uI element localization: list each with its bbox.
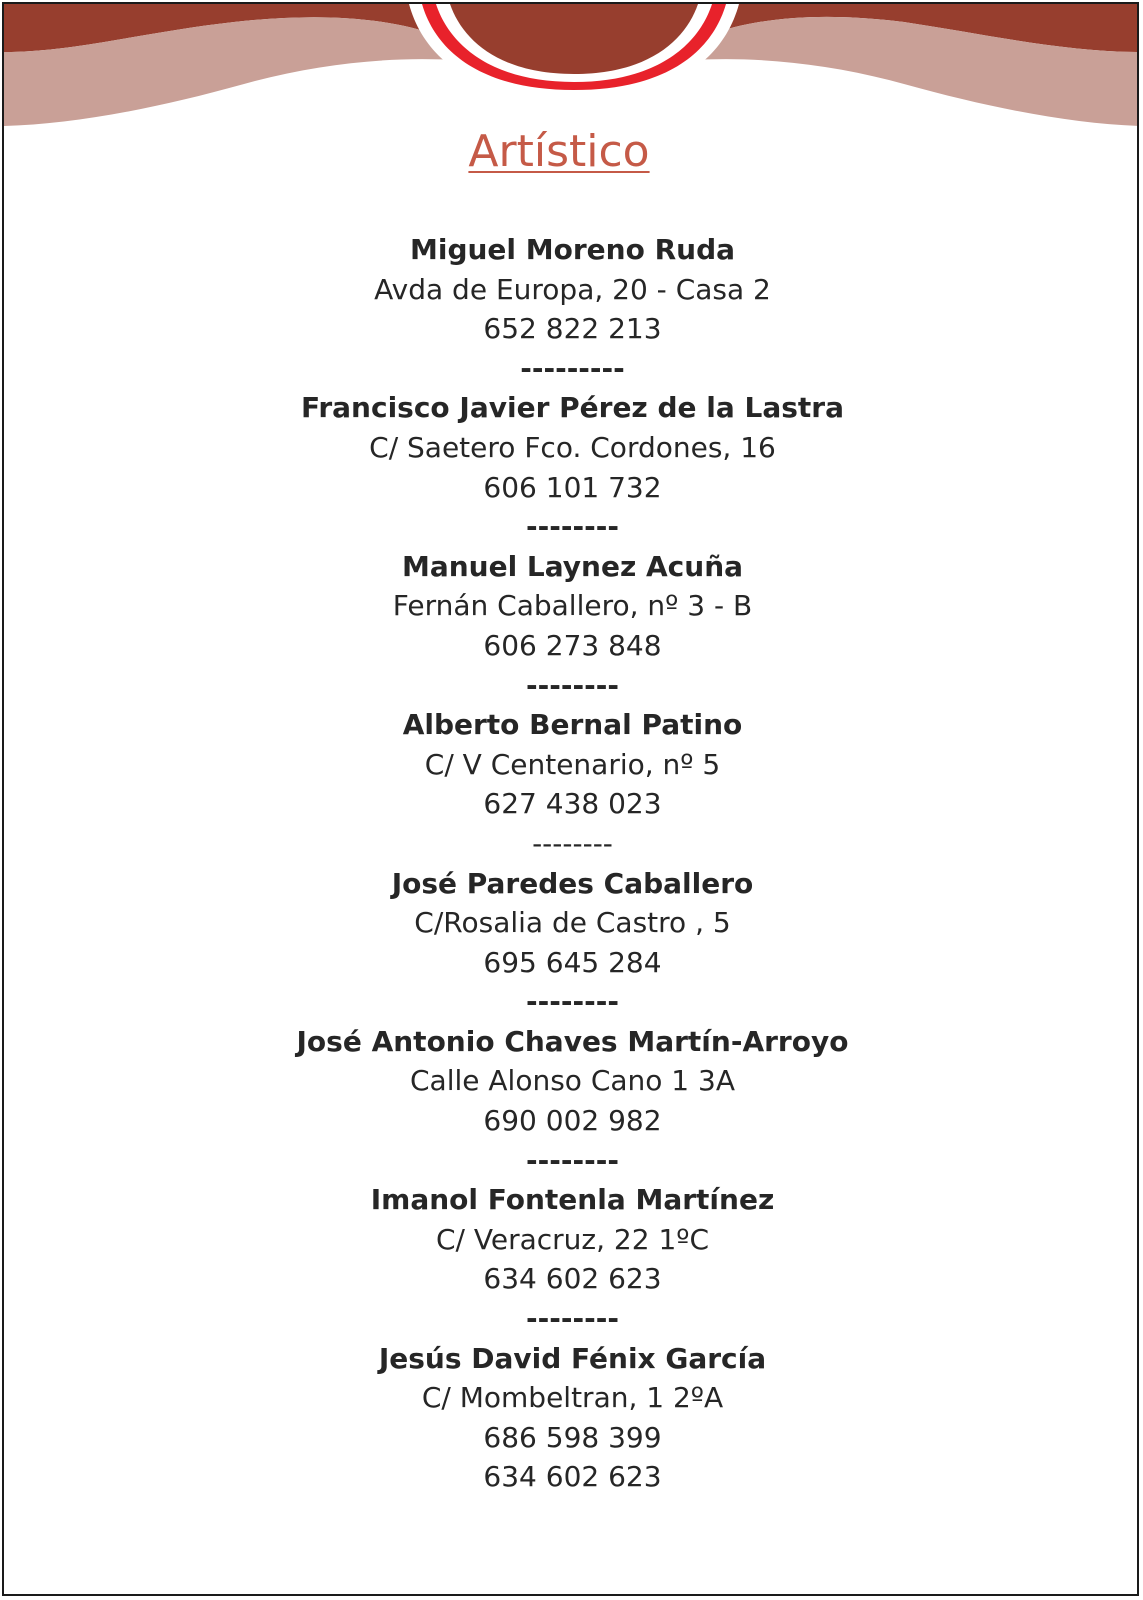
contact-address: Calle Alonso Cano 1 3A [410, 1064, 735, 1098]
separator: -------- [526, 510, 619, 544]
contact-name: Manuel Laynez Acuña [401, 549, 744, 583]
separator: --------- [520, 351, 625, 385]
contact-name: Francisco Javier Pérez de la Lastra [301, 391, 844, 425]
separator: -------- [526, 985, 619, 1019]
contact-name: Miguel Moreno Ruda [409, 233, 736, 266]
contact-list [4, 230, 1139, 1497]
contact-phone: 634 602 623 [483, 1460, 662, 1494]
separator: -------- [526, 1143, 619, 1177]
contact-phone: 606 273 848 [483, 628, 662, 662]
contact-address: Avda de Europa, 20 - Casa 2 [374, 272, 771, 306]
page-title: Artístico [468, 126, 650, 177]
contact-phone: 627 438 023 [483, 787, 662, 821]
contact-name: José Antonio Chaves Martín-Arroyo [296, 1024, 849, 1058]
contact-phone: 686 598 399 [483, 1420, 662, 1454]
contact-address: C/ V Centenario, nº 5 [424, 747, 721, 781]
contact-phone: 695 645 284 [483, 945, 662, 979]
contact-address: C/ Saetero Fco. Cordones, 16 [369, 430, 776, 464]
contact-address: C/Rosalia de Castro , 5 [414, 906, 731, 940]
contact-address: C/ Veracruz, 22 1ºC [436, 1222, 709, 1256]
contact-address: C/ Mombeltran, 1 2ºA [421, 1381, 724, 1415]
contact-phone: 606 101 732 [483, 470, 662, 504]
separator: -------- [526, 668, 619, 702]
contact-name: Alberto Bernal Patino [402, 708, 743, 742]
contact-name: José Paredes Caballero [391, 866, 754, 900]
contact-phone: 690 002 982 [483, 1104, 662, 1138]
wave-banner [4, 4, 1139, 144]
contact-name: Jesús David Fénix García [378, 1341, 767, 1375]
page [2, 2, 1139, 1596]
separator: -------- [526, 1302, 619, 1336]
contact-name: Imanol Fontenla Martínez [370, 1183, 775, 1217]
contact-phone: 634 602 623 [483, 1262, 662, 1296]
contact-address: Fernán Caballero, nº 3 - B [392, 589, 753, 623]
contact-phone: 652 822 213 [483, 312, 662, 346]
separator: -------- [532, 826, 613, 860]
